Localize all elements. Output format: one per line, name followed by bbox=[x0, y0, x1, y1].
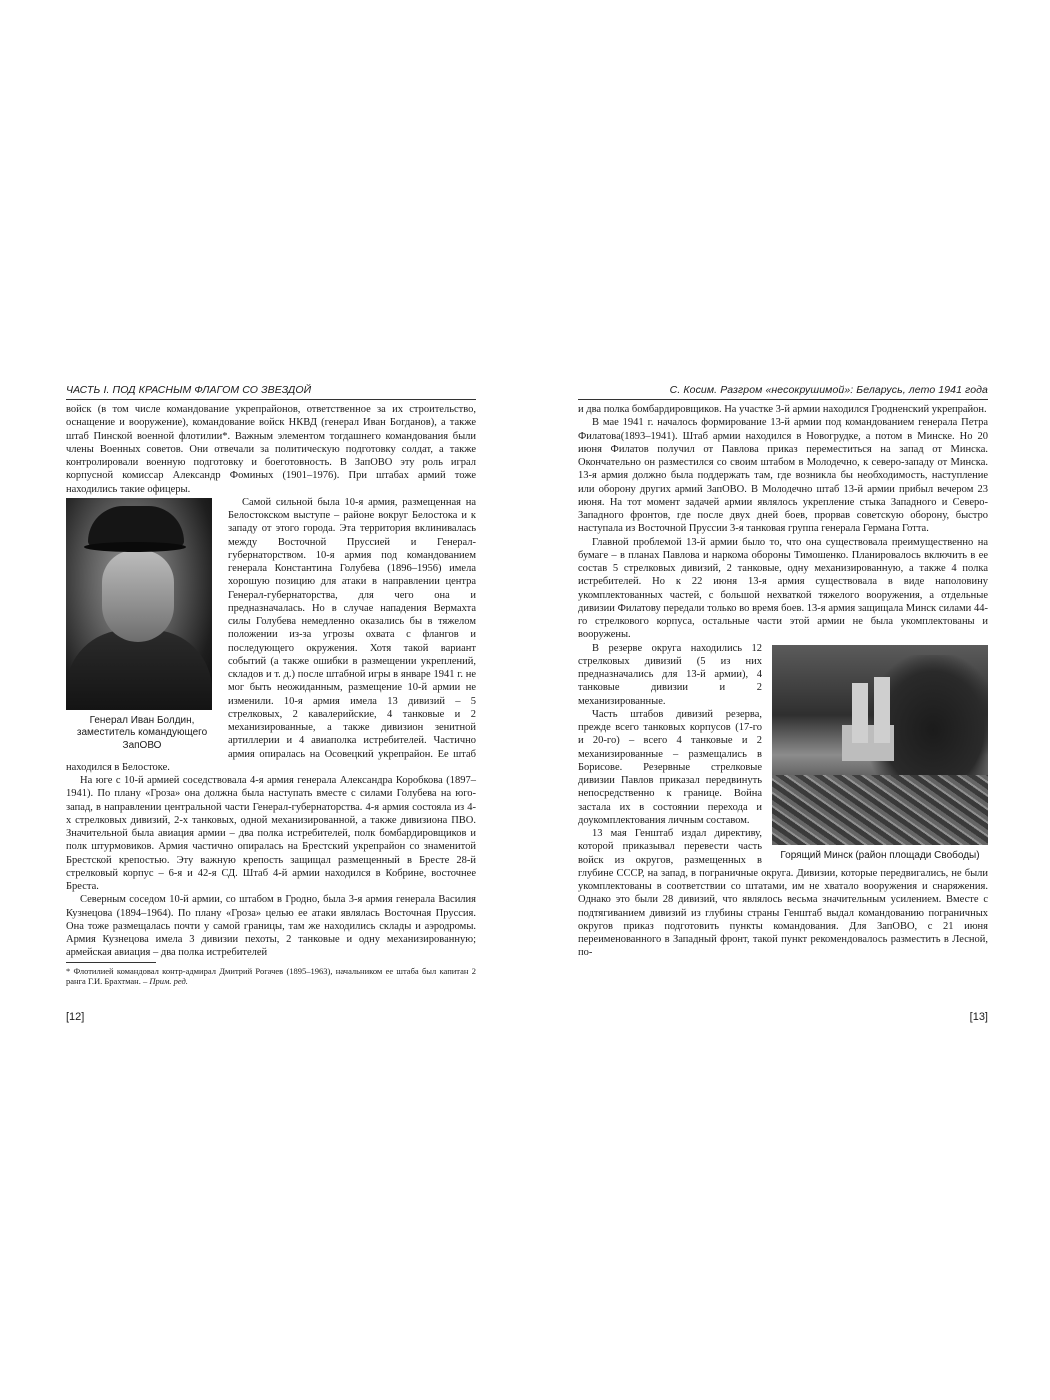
body-text bbox=[578, 403, 988, 960]
footnote-rule bbox=[66, 962, 156, 963]
figure-boldin bbox=[66, 498, 218, 753]
burning-minsk-photo bbox=[772, 645, 988, 845]
body-text bbox=[66, 403, 476, 987]
left-page bbox=[66, 384, 476, 1024]
paragraph: и два полка бомбардировщиков. На участке 3-й армии находился Гродненский укрепрайон. bbox=[578, 404, 987, 415]
paragraph: В резерве округа находились 12 стрелковых дивизий (5 из них предназначались для 13-й армии), 4 танковые дивизии и 2 механизированные. bbox=[578, 642, 762, 707]
page-number: [13] bbox=[969, 1011, 988, 1023]
paragraph: На юге с 10-й армией соседствовала 4-я армия генерала Александра Коробкова (1897–1941). По плану «Гроза» она должна была наступать вместе с силами Голубева на юго-запад, в направлении центральной части Генерал-губернаторства. 4-я армия состояла из 4-х стрелковых дивизий, 2-х танковых, одной механизированной, а также дивизиона ПВО. Значительной была авиация армии – два полка истребителей, полк бомбардировщиков и полк штурмовиков. Армия частично опиралась на Брестский укрепрайон со знаменитой Брестской крепостью. Эту важную крепость защищал размещенный в Бресте 28-й стрелковый корпус – 6-я и 42-я СД. Штаб 4-й армии находился в Кобрине, восточнее Бреста. bbox=[66, 775, 476, 892]
paragraph: войск (в том числе командование укрепрайонов, ответственное за их строительство, оснащение и вооружение), командование войск НКВД (генерал Иван Богданов), а также штаб Пинской военной флотилии*. Важным элементом тогдашнего командования были члены Военных советов. Они отвечали за политическую подготовку солдат, а также контролировали военную подготовку и боеготовность. В ЗапОВО эту роль играл корпусной комиссар Александр Фоминых (1901–1976). При штабах армий тоже находились такие офицеры. bbox=[66, 404, 476, 495]
photo-caption: Горящий Минск (район площади Свободы) bbox=[780, 849, 980, 861]
paragraph: Часть штабов дивизий резерва, прежде всего танковых корпусов (17-го и 20-го) – всего 4 танковые и 2 механизированные – размещались в Борисове. Резервные стрелковые дивизии Павлов приказал передвинуть непосредственно к границе. Война застала их в состоянии перехода и доукомплектования личным составом. bbox=[578, 708, 762, 826]
right-page bbox=[578, 384, 988, 1024]
page-number: [12] bbox=[66, 1011, 85, 1023]
running-head: ЧАСТЬ I. ПОД КРАСНЫМ ФЛАГОМ СО ЗВЕЗДОЙ bbox=[66, 384, 476, 400]
running-head: С. Косим. Разгром «несокрушимой»: Беларусь, лето 1941 года bbox=[578, 384, 988, 400]
photo-caption: Генерал Иван Болдин, заместитель командующего ЗапОВО bbox=[76, 714, 208, 751]
footnote-text: * Флотилией командовал контр-адмирал Дмитрий Рогачев (1895–1963), начальником ее штаба был капитан 2 ранга Г.И. Брахтман. – bbox=[66, 965, 476, 986]
portrait-photo bbox=[66, 498, 212, 710]
paragraph: 13 мая Генштаб издал директиву, которой приказывал перевести часть войск из округов, размещенных в глубине СССР, на запад, в пограничные округа. Дивизии, которые передвигались, не были укомплектованы в соответствии со штатами, им не хватало вооружения и снаряжения. Однако это были 28 дивизий, что являлось весьма значительным усилением. Вместе с подтягиванием дивизий из глубины страны Генштаб выдал командованию пограничных округов приказ подготовить пункты командования. Для ЗапОВО, с 21 июня переименованного в Западный фронт, такой пункт рекомендовалось разместить в Лесной, по- bbox=[578, 828, 988, 959]
paragraph: В мае 1941 г. началось формирование 13-й армии под командованием генерала Петра Филатова(1893–1941). Штаб армии находился в Новогрудке, а потом в Минске. Но 20 июня Филатов получил от Павлова приказ переместиться на запад от Минска. Окончательно он разместился со своим штабом в Молодечно, к северо-западу от Минска. 13-я армия должно была поддержать там, где возникла бы необходимость, наступление или оборону других армий ЗапОВО. В Молодечно штаб 13-й армии прибыл вечером 23 июня. На тот момент задачей армии являлось укрепление стыка Западного и Северо-Западного фронтов, где после двух дней боев, прорвав советскую оборону, быстро наступала из Восточной Пруссии 3-я танковая группа генерала Германа Готта. bbox=[578, 417, 988, 535]
paragraph: Самой сильной была 10-я армия, размещенная на Белостокском выступе – районе вокруг Белостока и к западу от этого города. Эта территория вклинивалась между Восточной Пруссией и Генерал-губернаторством. 10-я армия под командованием генерала Константина Голубева (1896–1956) имела хорошую позицию для атаки в направлении центра Генерал-губернаторства, для чего она и предназначалась. Но в случае нападения Вермахта силы Голубева немедленно оказались бы в тяжелом положении из-за угрозы охвата с флангов и последующего окружения. Хотя такой вариант событий (а также ошибки в размещении укреплений, складов и т. д.) после штабной игры в январе 1941 г. не мог быть неожиданным, размещение 10-й армии не изменили. 10-я армия имела 13 дивизий – 5 стрелковых, 2 кавалерийские, 4 танковые и 2 механизированные, а также дивизион зенитной артиллерии и 4 авиаполка истребителей. Частично армия опиралась на Осовецкий укрепрайон. Ее штаб находился в Белостоке. bbox=[66, 496, 476, 773]
figure-minsk bbox=[772, 645, 988, 863]
paragraph: Северным соседом 10-й армии, со штабом в Гродно, была 3-я армия генерала Василия Кузнецова (1894–1964). По плану «Гроза» целью ее атаки являлась Восточная Пруссия. Она тоже размещалась почти у самой границы, там же находились склады и аэродромы. Армия Кузнецова имела 3 дивизии пехоты, 2 танковые и одну механизированную; армейская авиация – два полка истребителей bbox=[66, 894, 476, 959]
footnote bbox=[66, 966, 476, 987]
paragraph: Главной проблемой 13-й армии было то, что она существовала преимущественно на бумаге – в планах Павлова и наркома обороны Тимошенко. Планировалось включить в ее состав 5 стрелковых дивизий, 2 танковые, одну механизированную, а также 4 полка истребителей. Но к 22 июня 13-я армия существовала в виде наполовину укомплектованных частей, с большой нехваткой тяжелого вооружения, а отдельные дивизии Филатову передали только во время боев. 13-я армия защищала Минск силами 44-го стрелкового корпуса, остальные части этой армии не была укомплектованы и вооружены. bbox=[578, 536, 988, 641]
footnote-editor-note: Прим. ред. bbox=[149, 976, 188, 986]
